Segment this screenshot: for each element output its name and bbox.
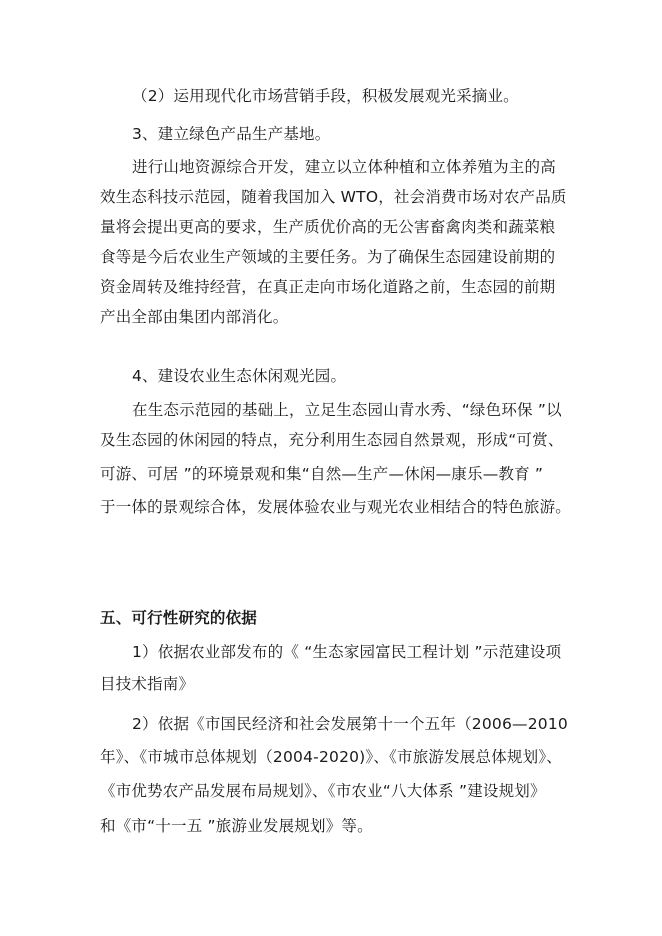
section-heading: 五、可行性研究的依据 (100, 609, 258, 627)
paragraph-line: 年》、《市城市总体规划（2004-2020)》、《市旅游发展总体规划》、 (100, 748, 562, 766)
paragraph-line: 效生态科技示范园，随着我国加入 WTO，社会消费市场对农产品质 (100, 188, 567, 206)
paragraph-line: 2）依据《市国民经济和社会发展第十一个五年（2006—2010 (132, 715, 568, 733)
paragraph-line: 和《市“十一五 ”旅游业发展规划》等。 (100, 817, 373, 835)
list-item-heading: 3、建立绿色产品生产基地。 (132, 125, 331, 143)
paragraph-line: 食等是今后农业生产领域的主要任务。为了确保生态园建设前期的 (100, 248, 556, 266)
paragraph-line: 《市优势农产品发展布局规划》、《市农业“八大体系 ”建设规划》 (100, 782, 546, 800)
list-item-heading: 4、建设农业生态休闲观光园。 (132, 367, 347, 385)
paragraph-line: （2）运用现代化市场营销手段，积极发展观光采摘业。 (132, 87, 519, 105)
paragraph-line: 于一体的景观综合体，发展体验农业与观光农业相结合的特色旅游。 (100, 498, 572, 516)
paragraph-line: 进行山地资源综合开发，建立以立体种植和立体养殖为主的高 (132, 158, 556, 176)
paragraph-line: 在生态示范园的基础上，立足生态园山青水秀、“绿色环保 ”以 (132, 401, 562, 419)
paragraph-line: 及生态园的休闲园的特点，充分利用生态园自然景观，形成“可赏、 (100, 431, 564, 449)
paragraph-line: 量将会提出更高的要求，生产质优价高的无公害畜禽肉类和蔬菜粮 (100, 218, 556, 236)
paragraph-line: 产出全部由集团内部消化。 (100, 308, 289, 326)
paragraph-line: 可游、可居 ”的环境景观和集“自然—生产—休闲—康乐—教育 ” (100, 465, 544, 483)
paragraph-line: 目技术指南》 (100, 675, 195, 693)
paragraph-line: 1）依据农业部发布的《 “生态家园富民工程计划 ”示范建设项 (132, 643, 562, 661)
paragraph-line: 资金周转及维持经营，在真正走向市场化道路之前，生态园的前期 (100, 278, 556, 296)
